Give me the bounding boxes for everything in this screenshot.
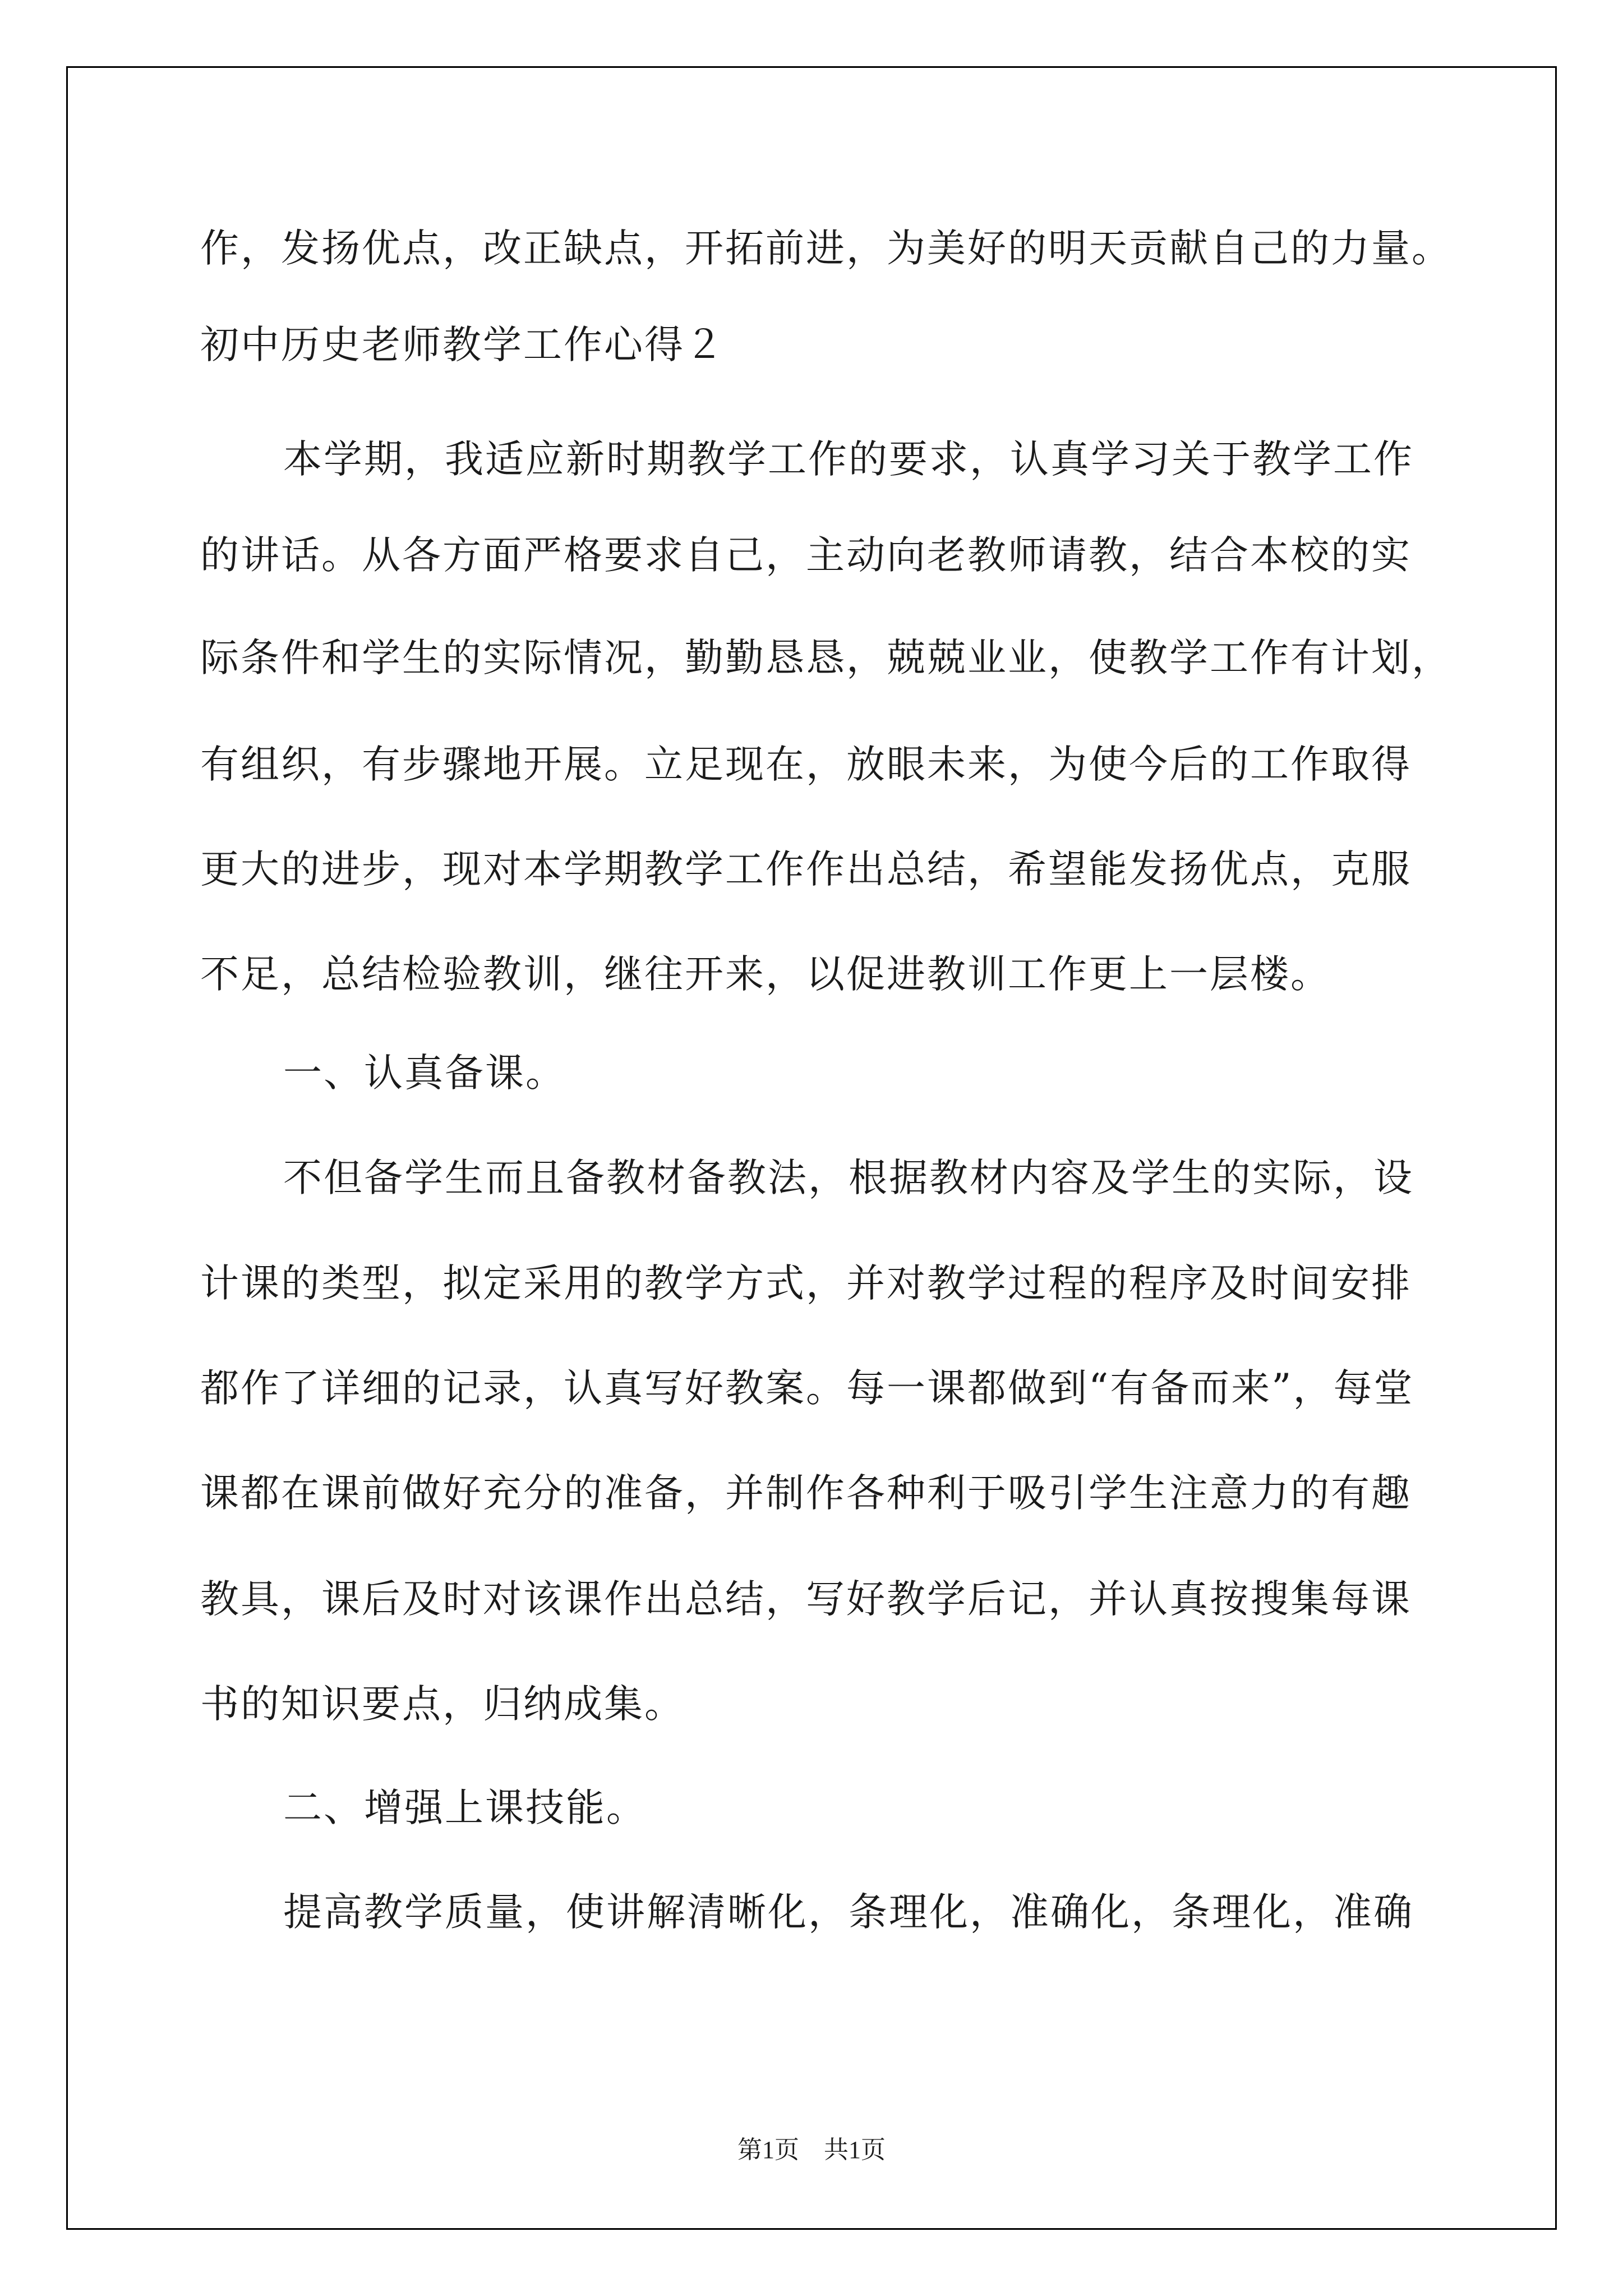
body-line: 计课的类型，拟定采用的教学方式，并对教学过程的程序及时间安排	[200, 1261, 1412, 1306]
body-line: 作，发扬优点，改正缺点，开拓前进，为美好的明天贡献自己的力量。	[200, 226, 1452, 271]
subheading: 二、增强上课技能。	[283, 1786, 647, 1830]
page-footer: 第1页 共1页	[737, 2136, 886, 2164]
paragraph-line: 本学期，我适应新时期教学工作的要求，认真学习关于教学工作	[283, 437, 1414, 482]
paragraph-line: 不但备学生而且备教材备教法，根据教材内容及学生的实际，设	[283, 1156, 1414, 1200]
subheading: 一、认真备课。	[283, 1051, 566, 1096]
body-line: 都作了详细的记录，认真写好教案。每一课都做到“有备而来”，每堂	[200, 1366, 1414, 1411]
body-line: 更大的进步，现对本学期教学工作作出总结，希望能发扬优点，克服	[200, 847, 1412, 892]
body-line: 有组织，有步骤地开展。立足现在，放眼未来，为使今后的工作取得	[200, 742, 1412, 787]
paragraph-line: 提高教学质量，使讲解清晰化，条理化，准确化，条理化，准确	[283, 1890, 1414, 1935]
section-heading: 初中历史老师教学工作心得２	[200, 323, 725, 367]
body-line: 的讲话。从各方面严格要求自己，主动向老教师请教，结合本校的实	[200, 533, 1412, 578]
body-line: 课都在课前做好充分的准备，并制作各种利于吸引学生注意力的有趣	[200, 1471, 1412, 1516]
body-line: 不足，总结检验教训，继往开来，以促进教训工作更上一层楼。	[200, 952, 1331, 997]
body-line: 书的知识要点，归纳成集。	[200, 1682, 685, 1727]
body-line: 教具，课后及时对该课作出总结，写好教学后记，并认真按搜集每课	[200, 1577, 1412, 1622]
body-line: 际条件和学生的实际情况，勤勤恳恳，兢兢业业，使教学工作有计划，	[200, 636, 1452, 680]
